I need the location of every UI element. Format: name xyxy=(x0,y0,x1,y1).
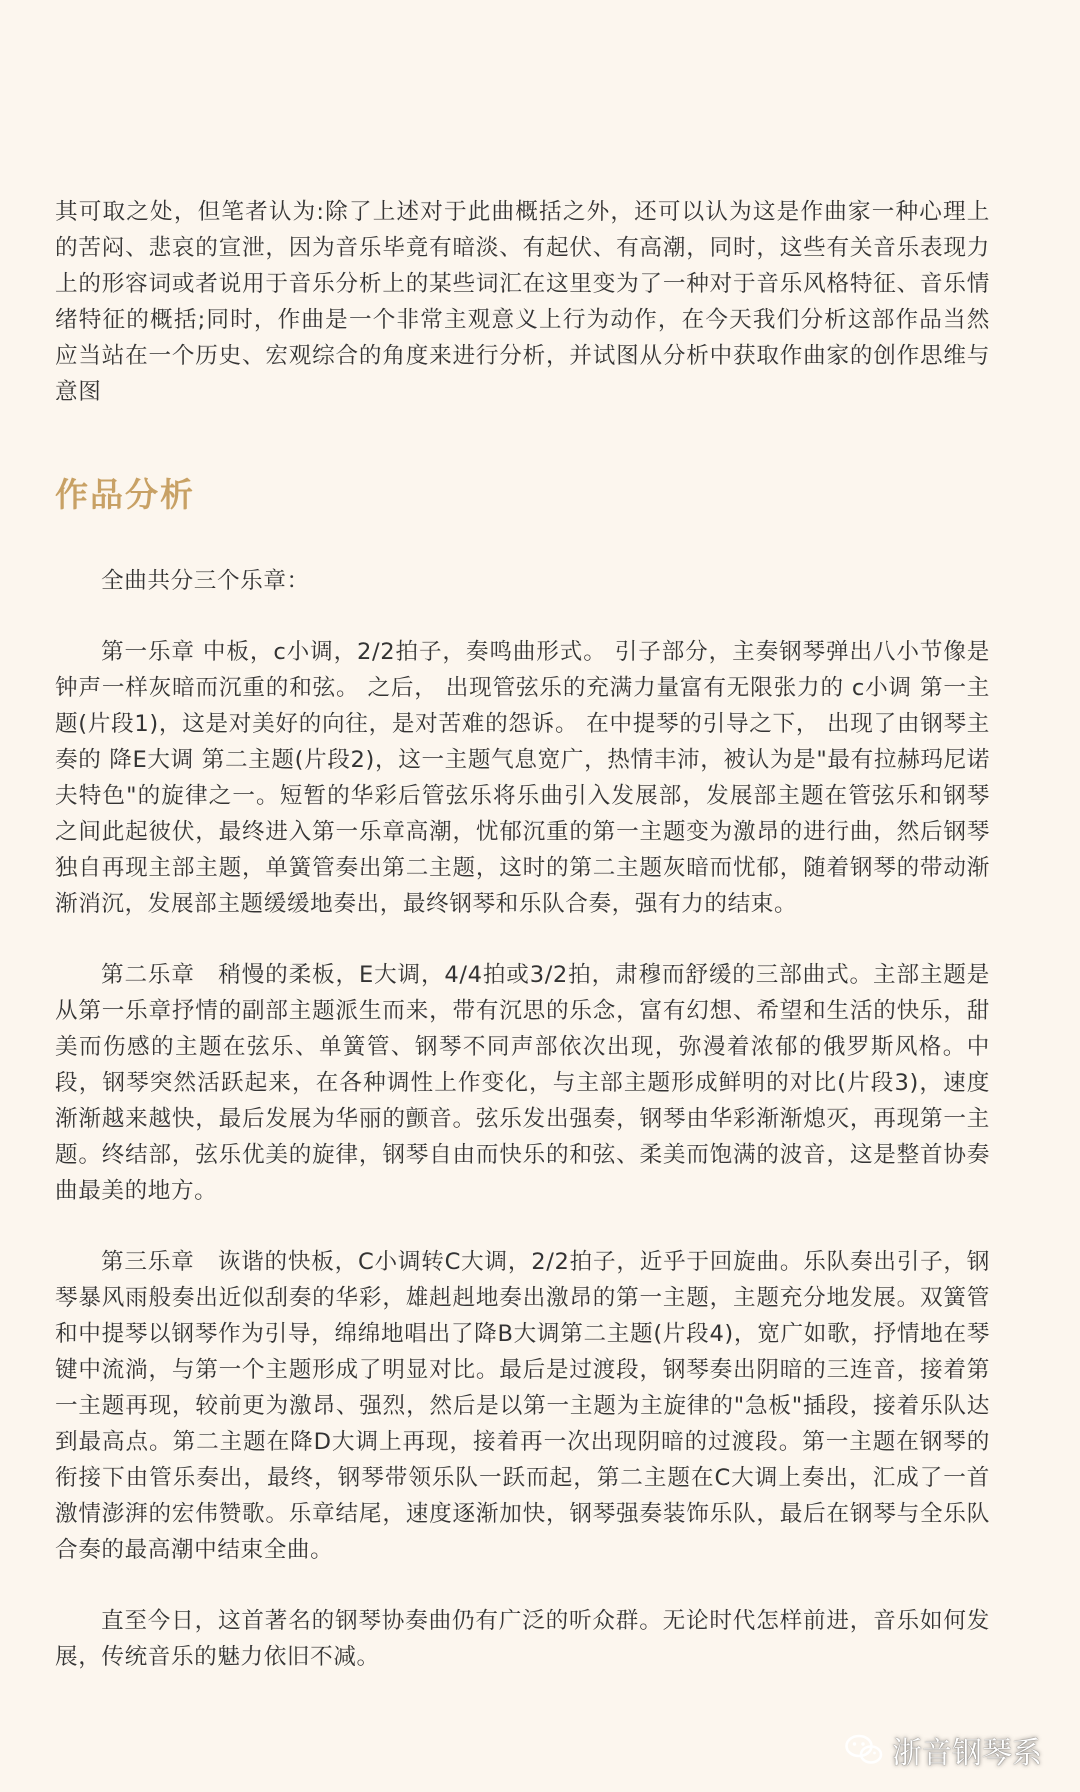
watermark-text: 浙音钢琴系 xyxy=(892,1736,1042,1771)
movement-2-paragraph: 第二乐章 稍慢的柔板，E大调，4/4拍或3/2拍，肃穆而舒缓的三部曲式。主部主题是从第一乐章抒情的副部主题派生而来，带有沉思的乐念，富有幻想、希望和生活的快乐，甜美而伤感的主题在弦乐、单簧管、钢琴不同声部依次出现，弥漫着浓郁的俄罗斯风格。中段，钢琴突然活跃起来，在各种调性上作变化，与主部主题形成鲜明的对比(片段3)，速度渐渐越来越快，最后发展为华丽的颤音。弦乐发出强奏，钢琴由华彩渐渐熄灭，再现第一主题。终结部，弦乐优美的旋律，钢琴自由而快乐的和弦、柔美而饱满的波音，这是整首协奏曲最美的地方。 xyxy=(55,962,990,1204)
wechat-icon xyxy=(844,1733,884,1767)
movement-1-paragraph: 第一乐章 中板，c小调，2/2拍子，奏鸣曲形式。 引子部分，主奏钢琴弹出八小节像是钟声一样灰暗而沉重的和弦。 之后， 出现管弦乐的充满力量富有无限张力的 c小调 第一主题(片段1)，这是对美好的向往，是对苦难的怨诉。 在中提琴的引导之下， 出现了由钢琴主奏的 降E大调 第二主题(片段2)，这一主题气息宽广，热情丰沛，被认为是"最有拉赫玛尼诺夫特色"的旋律之一。短暂的华彩后管弦乐将乐曲引入发展部，发展部主题在管弦乐和钢琴之间此起彼伏，最终进入第一乐章高潮，忧郁沉重的第一主题变为激昂的进行曲，然后钢琴独自再现主部主题，单簧管奏出第二主题，这时的第二主题灰暗而忧郁，随着钢琴的带动渐渐消沉，发展部主题缓缓地奏出，最终钢琴和乐队合奏，强有力的结束。 xyxy=(55,639,990,917)
article-body xyxy=(55,194,990,1675)
wechat-watermark xyxy=(844,1728,1042,1772)
section-title: 作品分析 xyxy=(55,475,195,514)
intro-paragraph: 其可取之处，但笔者认为:除了上述对于此曲概括之外，还可以认为这是作曲家一种心理上的苦闷、悲哀的宣泄，因为音乐毕竟有暗淡、有起伏、有高潮，同时，这些有关音乐表现力上的形容词或者说用于音乐分析上的某些词汇在这里变为了一种对于音乐风格特征、音乐情绪特征的概括;同时，作曲是一个非常主观意义上行为动作，在今天我们分析这部作品当然应当站在一个历史、宏观综合的角度来进行分析，并试图从分析中获取作曲家的创作思维与意图 xyxy=(55,199,990,405)
movement-3-paragraph: 第三乐章 诙谐的快板，C小调转C大调，2/2拍子，近乎于回旋曲。乐队奏出引子，钢琴暴风雨般奏出近似刮奏的华彩，雄赳赳地奏出激昂的第一主题，主题充分地发展。双簧管和中提琴以钢琴作为引导，绵绵地唱出了降B大调第二主题(片段4)，宽广如歌，抒情地在琴键中流淌，与第一个主题形成了明显对比。最后是过渡段，钢琴奏出阴暗的三连音，接着第一主题再现，较前更为激昂、强烈，然后是以第一主题为主旋律的"急板"插段，接着乐队达到最高点。第二主题在降D大调上再现，接着再一次出现阴暗的过渡段。第一主题在钢琴的衔接下由管乐奏出，最终，钢琴带领乐队一跃而起，第二主题在C大调上奏出，汇成了一首激情澎湃的宏伟赞歌。乐章结尾，速度逐渐加快，钢琴强奏装饰乐队，最后在钢琴与全乐队合奏的最高潮中结束全曲。 xyxy=(55,1249,990,1563)
conclusion-paragraph: 直至今日，这首著名的钢琴协奏曲仍有广泛的听众群。无论时代怎样前进，音乐如何发展，传统音乐的魅力依旧不减。 xyxy=(55,1608,990,1670)
overview-paragraph: 全曲共分三个乐章： xyxy=(101,568,310,594)
